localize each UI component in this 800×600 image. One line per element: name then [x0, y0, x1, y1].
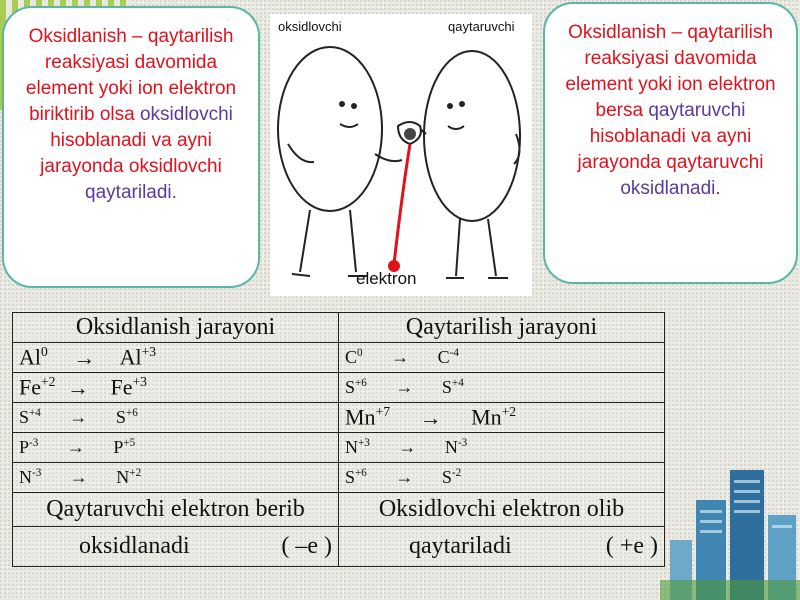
table-row: [13, 343, 665, 373]
oxidizer-summary: Oksidlovchi elektron olib: [339, 493, 665, 527]
reducer-text-1: Oksidlanish – qaytarilish reaksiyasi davomida element yoki ion elektron bersa: [565, 22, 776, 121]
characters-drawing: [270, 14, 532, 296]
reduction-cell: $Mn^{+7} \to Mn^{+2}$: [339, 403, 665, 433]
reduction-header: Qaytarilish jarayoni: [339, 313, 665, 343]
reducer-text-2: hisoblanadi va ayni jarayonda qaytaruvchi: [577, 126, 764, 173]
oxidizer-text-1: Oksidlanish – qaytarilish reaksiyasi davomida element yoki ion elektron biriktirib olsa: [25, 26, 237, 125]
reducer-text-end: .: [715, 178, 721, 199]
table-row: [13, 433, 665, 463]
redox-table: [12, 312, 665, 567]
oxidizer-term: oksidlovchi: [139, 104, 233, 125]
oxidizer-result: qaytariladi ( +e ): [339, 527, 665, 567]
oxidation-cell: $Al^0 \to Al^{+3}$: [13, 343, 339, 373]
oxidizer-character: [278, 47, 382, 211]
reducer-definition-card: [543, 2, 798, 284]
reducer-summary: Qaytaruvchi elektron berib: [13, 493, 339, 527]
oxidizer-text-end: .: [171, 182, 177, 203]
oxidation-cell: $S^{+4} \to S^{+6}$: [13, 403, 339, 433]
oxidation-cell: $N^{-3} \to N^{+2}$: [13, 463, 339, 493]
electron-transfer-illustration: [270, 14, 532, 296]
reducer-label: qaytaruvchi: [448, 19, 515, 34]
reduction-cell: $S^{+6} \to S^{+4}$: [339, 373, 665, 403]
oxidation-cell: $Fe^{+2} \to Fe^{+3}$: [13, 373, 339, 403]
reducer-result: oksidlanadi ( –e ): [13, 527, 339, 567]
reducer-character: [424, 51, 520, 221]
reduction-cell: $N^{+3} \to N^{-3}$: [339, 433, 665, 463]
reduction-cell: $S^{+6} \to S^{-2}$: [339, 463, 665, 493]
oxidizer-label: oksidlovchi: [278, 19, 342, 34]
reduction-cell: $C^0 \to C^{-4}$: [339, 343, 665, 373]
reducer-term-2: oksidlanadi: [620, 178, 716, 199]
oxidizer-definition-card: [2, 6, 260, 288]
reducer-term: qaytaruvchi: [648, 100, 746, 121]
table-row: [13, 373, 665, 403]
table-row: [13, 463, 665, 493]
oxidizer-term-2: qaytariladi: [85, 182, 172, 203]
oxidation-header: Oksidlanish jarayoni: [13, 313, 339, 343]
electron-label: elektron: [356, 269, 417, 288]
oxidation-cell: $P^{-3} \to P^{+5}$: [13, 433, 339, 463]
oxidizer-text-2: hisoblanadi va ayni jarayonda oksidlovchi: [40, 130, 222, 177]
table-row: [13, 403, 665, 433]
city-buildings-decoration: [660, 460, 800, 600]
